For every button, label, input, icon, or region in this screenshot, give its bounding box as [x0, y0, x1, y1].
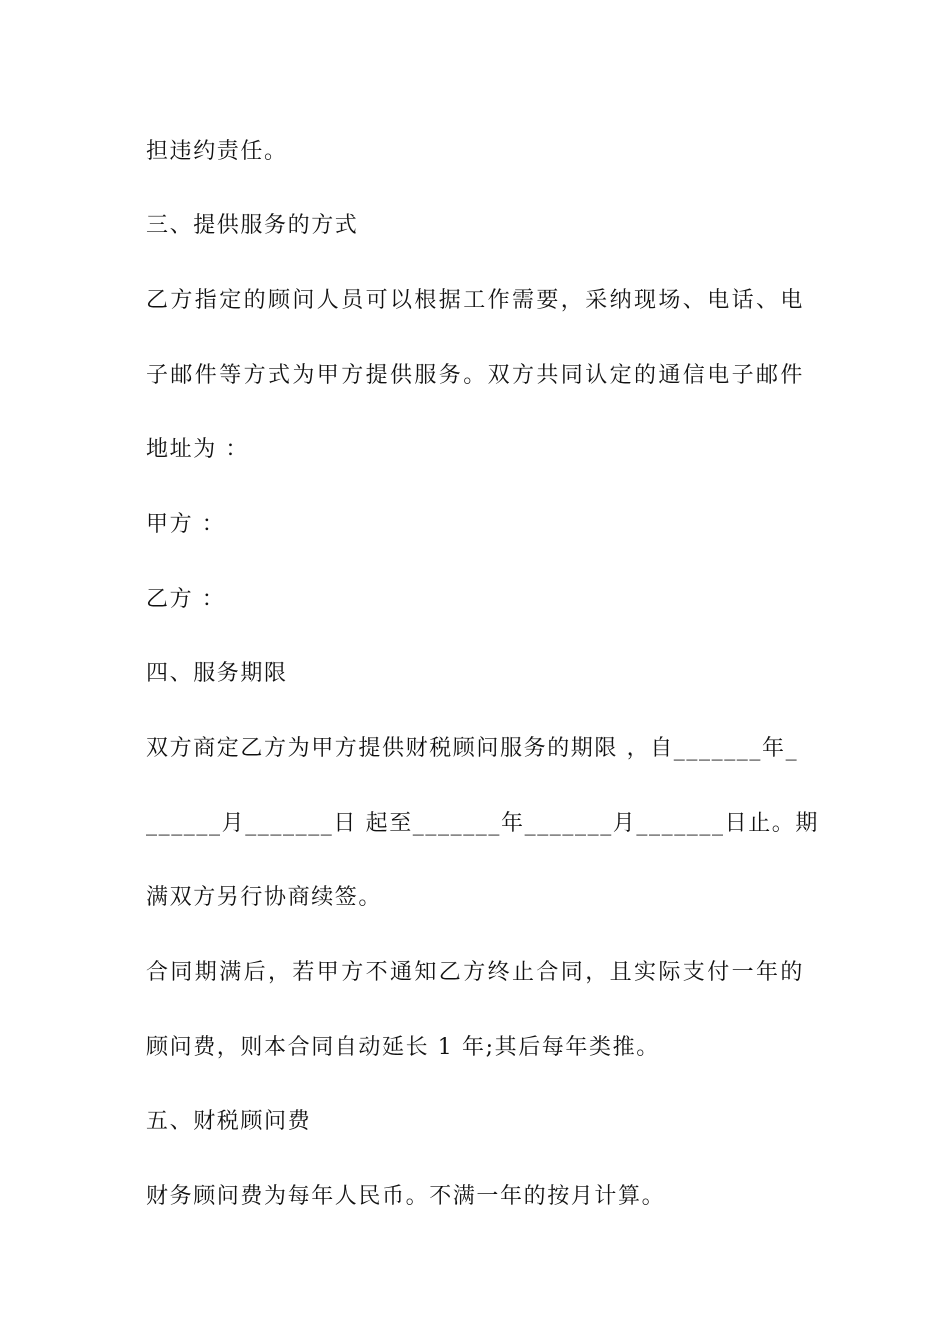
section-heading-service-term: 四、服务期限 [146, 661, 288, 686]
text-line-party-a: 甲方 ： [146, 512, 226, 537]
section-heading-service-method: 三、提供服务的方式 [146, 213, 359, 238]
section-heading-advisory-fee: 五、财税顾问费 [146, 1109, 312, 1134]
text-line-service-method-2: 子邮件等方式为甲方提供服务。双方共同认定的通信电子邮件 [146, 363, 805, 388]
text-line-clause-end: 担违约责任。 [146, 139, 288, 164]
text-line-email-address: 地址为 ： [146, 437, 249, 462]
text-line-renewal-1: 合同期满后，若甲方不通知乙方终止合同，且实际支付一年的 [146, 960, 805, 985]
text-line-service-term-2: ______月_______日 起至_______年_______月_______日止。期 [146, 811, 819, 836]
text-line-service-term-3: 满双方另行协商续签。 [146, 885, 383, 910]
text-line-party-b: 乙方 ： [146, 587, 226, 612]
text-line-service-term-1: 双方商定乙方为甲方提供财税顾问服务的期限 ，自_______年_ [146, 736, 799, 761]
text-line-service-method-1: 乙方指定的顾问人员可以根据工作需要，采纳现场、电话、电 [146, 288, 805, 313]
text-line-advisory-fee: 财务顾问费为每年人民币。不满一年的按月计算。 [146, 1184, 666, 1209]
text-line-renewal-2: 顾问费，则本合同自动延长 1 年;其后每年类推。 [146, 1035, 660, 1060]
